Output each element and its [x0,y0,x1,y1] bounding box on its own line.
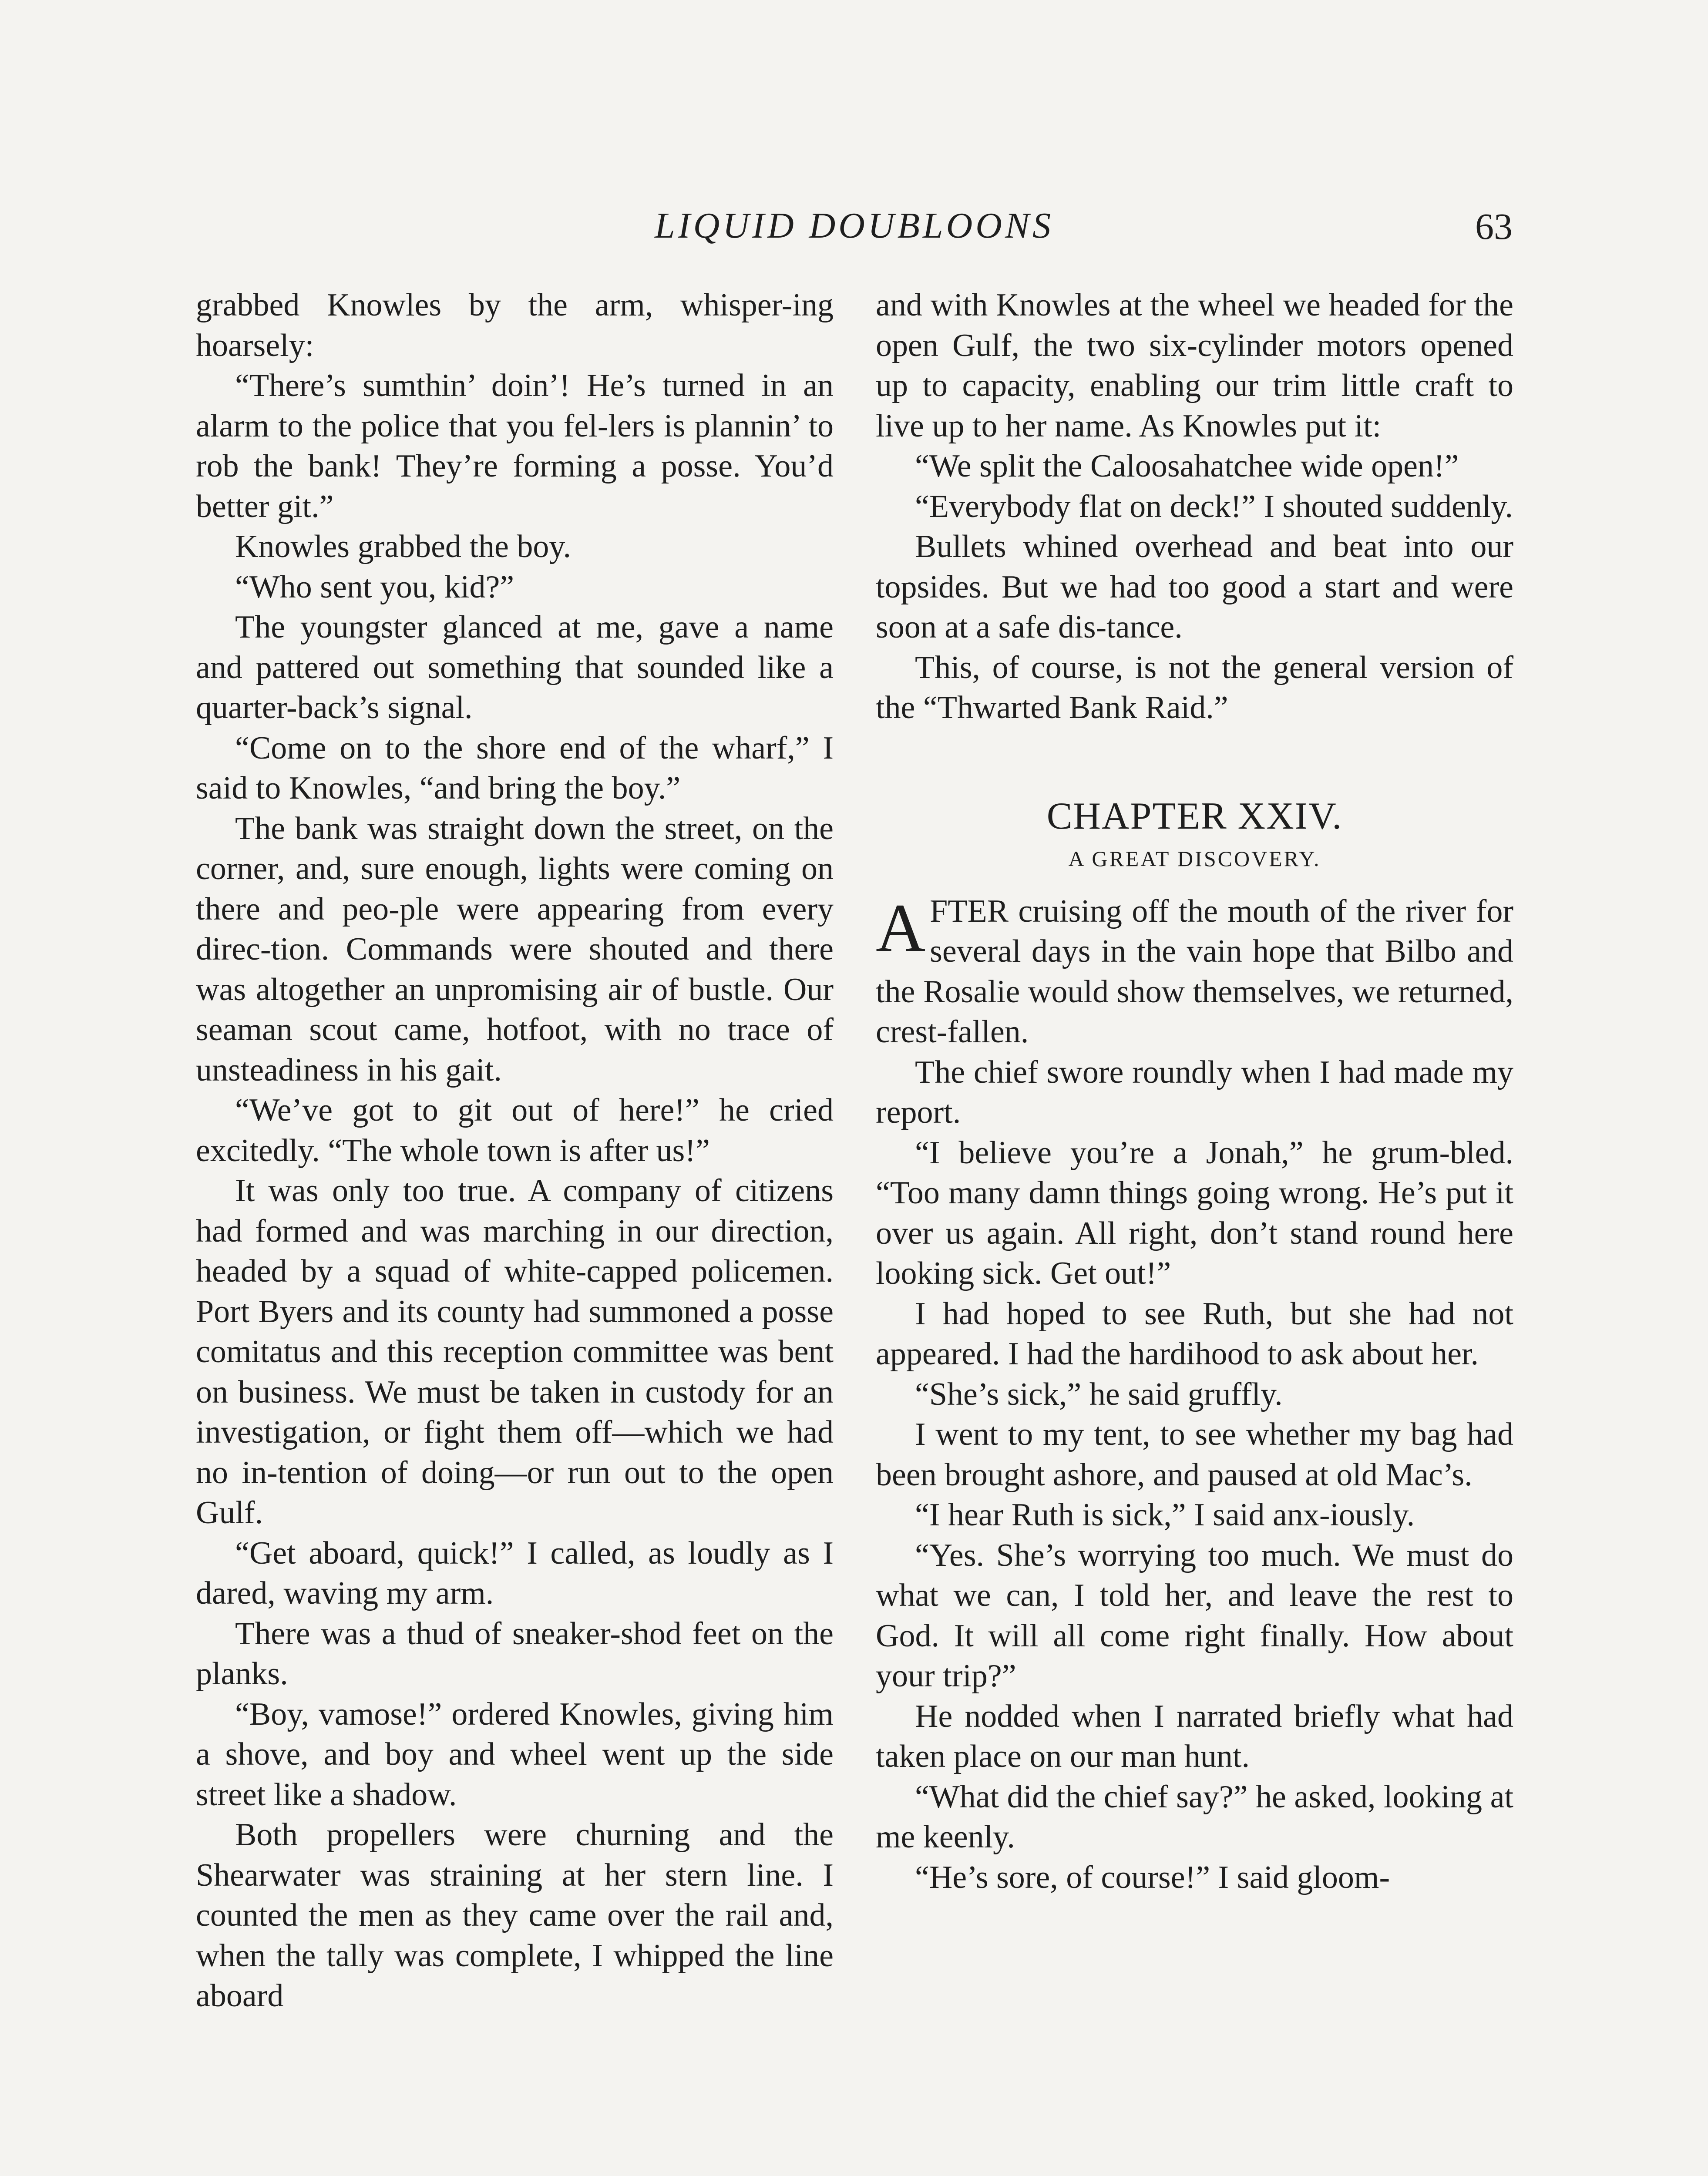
paragraph: He nodded when I narrated briefly what had taken place on our man hunt. [876,1698,1513,1774]
paragraph: and with Knowles at the wheel we headed for the open Gulf, the two six-cylinder motors opened up to capacity, enabling our trim little craft to live up to her name. As Knowles put it: [876,287,1513,444]
paragraph: “We split the Caloosahatchee wide open!” [915,448,1459,484]
page-number: 63 [1475,205,1513,247]
paragraph: The chief swore roundly when I had made my report. [876,1054,1513,1130]
paragraph: “I believe you’re a Jonah,” he grum-bled. “Too many damn things going wrong. He’s put it over us again. All right, don’t stand round here looking sick. Get out!” [876,1135,1513,1291]
paragraph: “Get aboard, quick!” I called, as loudly as I dared, waving my arm. [196,1535,834,1611]
first-paragraph-text: FTER cruising off the mouth of the river for several days in the vain hope that Bilbo and the Rosalie would show themselves, we returned, crest-fallen. [876,893,1513,1050]
paragraph: Knowles grabbed the boy. [235,529,572,564]
paragraph: Both propellers were churning and the Shearwater was straining at her stern line. I counted the men as they came over the rail and, when the tally was complete, I whipped the line aboard [196,1817,834,2014]
drop-cap-letter: A [876,890,926,966]
paragraph: “She’s sick,” he said gruffly. [915,1376,1283,1412]
paragraph: I had hoped to see Ruth, but she had not appeared. I had the hardihood to ask about her. [876,1296,1513,1372]
paragraph: I went to my tent, to see whether my bag had been brought ashore, and paused at old Mac’s. [876,1417,1513,1493]
right-column-opening [876,285,1513,728]
paragraph: “He’s sore, of course!” I said gloom- [915,1859,1390,1895]
chapter-subtitle: A GREAT DISCOVERY. [1068,846,1321,871]
paragraph: “What did the chief say?” he asked, looking at me keenly. [876,1779,1513,1855]
paragraph: The bank was straight down the street, on the corner, and, sure enough, lights were coming on there and peo-ple were appearing from every direc-tion. Commands were shouted and there was altogether an unpromising air of bustle. Our seaman scout came, hotfoot, with no trace of unsteadiness in his gait. [196,810,834,1088]
paragraph: “Everybody flat on deck!” I shouted suddenly. [915,488,1513,524]
paragraph: Bullets whined overhead and beat into our topsides. But we had too good a start and were soon at a safe dis-tance. [876,529,1513,645]
paragraph: “Yes. She’s worrying too much. We must do what we can, I told her, and leave the rest to God. It will all come right finally. How about your trip?” [876,1537,1513,1694]
paragraph: “We’ve got to git out of here!” he cried excitedly. “The whole town is after us!” [196,1092,834,1169]
right-column-continuation [876,1052,1513,1898]
right-text-column [876,285,1513,1897]
paragraph: “There’s sumthin’ doin’! He’s turned in an alarm to the police that you fel-lers is plannin’ to rob the bank! They’re forming a posse. You’d better git.” [196,368,834,524]
paragraph: The youngster glanced at me, gave a name and pattered out something that sounded like a quarter-back’s signal. [196,609,834,725]
paragraph: “I hear Ruth is sick,” I said anx-iously. [915,1497,1415,1533]
left-text-column [196,285,834,2016]
paragraph: “Come on to the shore end of the wharf,” I said to Knowles, “and bring the boy.” [196,730,834,806]
paragraph: “Boy, vamose!” ordered Knowles, giving him a shove, and boy and wheel went up the side street like a shadow. [196,1696,834,1813]
chapter-title: CHAPTER XXIV. [1046,795,1343,837]
paragraph: grabbed Knowles by the arm, whisper-ing hoarsely: [196,287,834,363]
page-header [196,205,1513,257]
chapter-first-paragraph [876,891,1513,1052]
paragraph: It was only too true. A company of citizens had formed and was marching in our direction, headed by a squad of white-capped policemen. Port Byers and its county had summoned a posse comitatus and this reception committee was bent on business. We must be taken in custody for an investigation, or fight them off—which we had no in-tention of doing—or run out to the open Gulf. [196,1173,834,1531]
paragraph: This, of course, is not the general version of the “Thwarted Bank Raid.” [876,649,1513,725]
running-title: LIQUID DOUBLOONS [654,205,1054,246]
paragraph: There was a thud of sneaker-shod feet on the planks. [196,1615,834,1692]
paragraph: “Who sent you, kid?” [235,569,514,605]
